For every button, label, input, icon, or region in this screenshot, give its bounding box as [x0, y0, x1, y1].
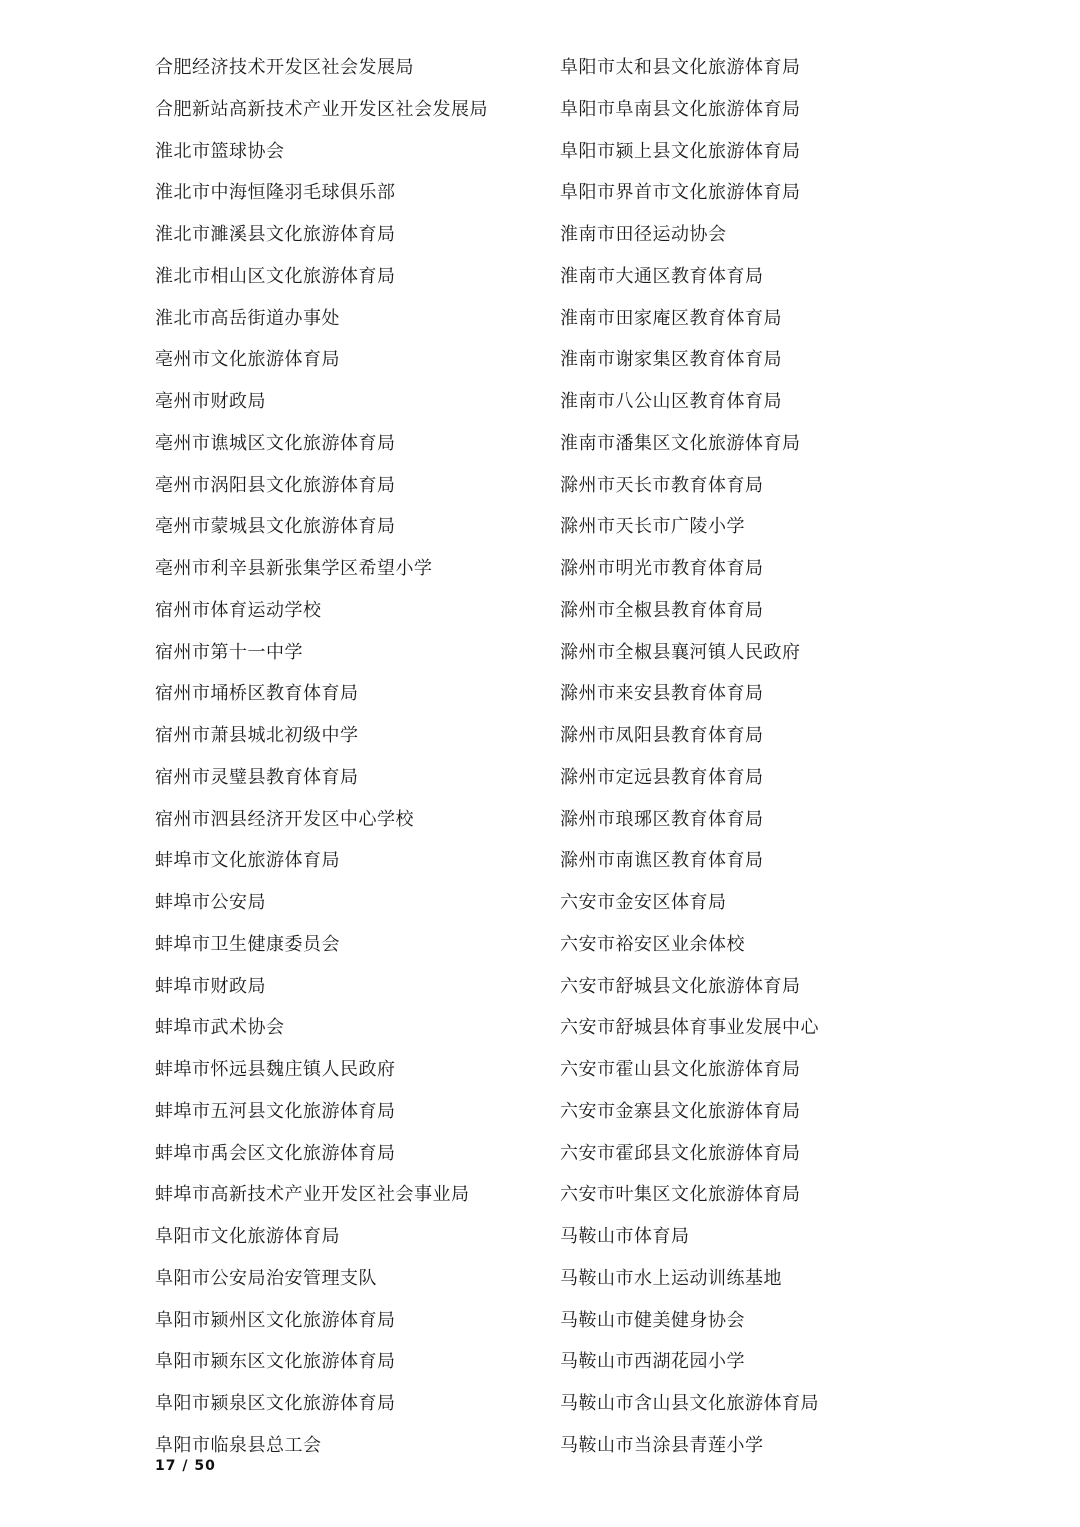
list-item: 蚌埠市公安局 — [155, 892, 266, 913]
list-item: 亳州市财政局 — [155, 391, 266, 412]
list-item: 淮北市高岳街道办事处 — [155, 307, 340, 329]
list-item: 马鞍山市健美健身协会 — [560, 1309, 745, 1331]
list-item: 亳州市文化旅游体育局 — [155, 349, 340, 371]
list-item: 六安市舒城县文化旅游体育局 — [560, 975, 801, 997]
list-item: 淮北市中海恒隆羽毛球俱乐部 — [155, 182, 396, 204]
list-item: 淮南市田径运动协会 — [560, 224, 727, 245]
list-item: 宿州市体育运动学校 — [155, 599, 322, 621]
page-number: 17 / 50 — [155, 1458, 216, 1474]
list-item: 六安市金寨县文化旅游体育局 — [560, 1100, 801, 1122]
list-item: 滁州市全椒县襄河镇人民政府 — [560, 641, 801, 663]
list-item: 六安市裕安区业余体校 — [560, 933, 745, 955]
list-item: 蚌埠市财政局 — [155, 975, 266, 997]
list-item: 淮北市篮球协会 — [155, 140, 285, 162]
list-item: 蚌埠市五河县文化旅游体育局 — [155, 1100, 396, 1122]
list-item: 合肥经济技术开发区社会发展局 — [155, 57, 414, 78]
list-item: 淮北市相山区文化旅游体育局 — [155, 265, 396, 287]
list-item: 滁州市琅琊区教育体育局 — [560, 808, 764, 830]
list-item: 阜阳市颍东区文化旅游体育局 — [155, 1351, 396, 1373]
list-item: 亳州市涡阳县文化旅游体育局 — [155, 474, 396, 496]
list-item: 阜阳市颍泉区文化旅游体育局 — [155, 1393, 396, 1414]
list-item: 马鞍山市水上运动训练基地 — [560, 1267, 782, 1289]
list-item: 阜阳市颍上县文化旅游体育局 — [560, 140, 801, 162]
list-item: 滁州市来安县教育体育局 — [560, 683, 764, 705]
list-item: 阜阳市太和县文化旅游体育局 — [560, 57, 801, 78]
left-column-list — [155, 47, 545, 1467]
list-item: 六安市霍山县文化旅游体育局 — [560, 1059, 801, 1080]
list-item: 宿州市埇桥区教育体育局 — [155, 683, 359, 705]
list-item: 亳州市利辛县新张集学区希望小学 — [155, 558, 433, 579]
list-item: 亳州市蒙城县文化旅游体育局 — [155, 516, 396, 538]
list-item: 淮南市潘集区文化旅游体育局 — [560, 432, 801, 454]
list-item: 淮北市濉溪县文化旅游体育局 — [155, 224, 396, 245]
list-item: 蚌埠市文化旅游体育局 — [155, 850, 340, 872]
list-item: 宿州市泗县经济开发区中心学校 — [155, 808, 414, 830]
list-item: 阜阳市临泉县总工会 — [155, 1434, 322, 1456]
list-item: 蚌埠市禹会区文化旅游体育局 — [155, 1142, 396, 1164]
list-item: 六安市叶集区文化旅游体育局 — [560, 1184, 801, 1206]
list-item: 阜阳市文化旅游体育局 — [155, 1226, 340, 1247]
list-item: 阜阳市颍州区文化旅游体育局 — [155, 1309, 396, 1331]
list-item: 阜阳市公安局治安管理支队 — [155, 1267, 377, 1289]
list-item: 淮南市大通区教育体育局 — [560, 265, 764, 287]
list-item: 宿州市第十一中学 — [155, 641, 303, 663]
list-item: 蚌埠市高新技术产业开发区社会事业局 — [155, 1184, 470, 1206]
list-item: 六安市金安区体育局 — [560, 892, 727, 913]
list-item: 宿州市灵璧县教育体育局 — [155, 766, 359, 788]
list-item: 淮南市八公山区教育体育局 — [560, 391, 782, 412]
list-item: 宿州市萧县城北初级中学 — [155, 725, 359, 746]
list-item: 马鞍山市西湖花园小学 — [560, 1351, 745, 1373]
list-item: 滁州市天长市教育体育局 — [560, 474, 764, 496]
list-item: 滁州市全椒县教育体育局 — [560, 599, 764, 621]
list-item: 滁州市天长市广陵小学 — [560, 516, 745, 538]
list-item: 淮南市谢家集区教育体育局 — [560, 349, 782, 371]
list-item: 马鞍山市含山县文化旅游体育局 — [560, 1393, 819, 1414]
list-item: 滁州市南谯区教育体育局 — [560, 850, 764, 872]
list-item: 滁州市凤阳县教育体育局 — [560, 725, 764, 746]
list-item: 淮南市田家庵区教育体育局 — [560, 307, 782, 329]
list-item: 六安市霍邱县文化旅游体育局 — [560, 1142, 801, 1164]
list-item: 马鞍山市当涂县青莲小学 — [560, 1434, 764, 1456]
list-item: 亳州市谯城区文化旅游体育局 — [155, 432, 396, 454]
list-item: 滁州市明光市教育体育局 — [560, 558, 764, 579]
list-item: 蚌埠市卫生健康委员会 — [155, 933, 340, 955]
list-item: 六安市舒城县体育事业发展中心 — [560, 1017, 819, 1039]
list-item: 蚌埠市怀远县魏庄镇人民政府 — [155, 1059, 396, 1080]
list-item: 蚌埠市武术协会 — [155, 1017, 285, 1039]
list-item: 阜阳市界首市文化旅游体育局 — [560, 182, 801, 204]
right-column-list — [560, 47, 960, 1467]
list-item: 合肥新站高新技术产业开发区社会发展局 — [155, 98, 488, 120]
list-item: 阜阳市阜南县文化旅游体育局 — [560, 98, 801, 120]
list-item: 滁州市定远县教育体育局 — [560, 766, 764, 788]
list-item: 马鞍山市体育局 — [560, 1226, 690, 1247]
